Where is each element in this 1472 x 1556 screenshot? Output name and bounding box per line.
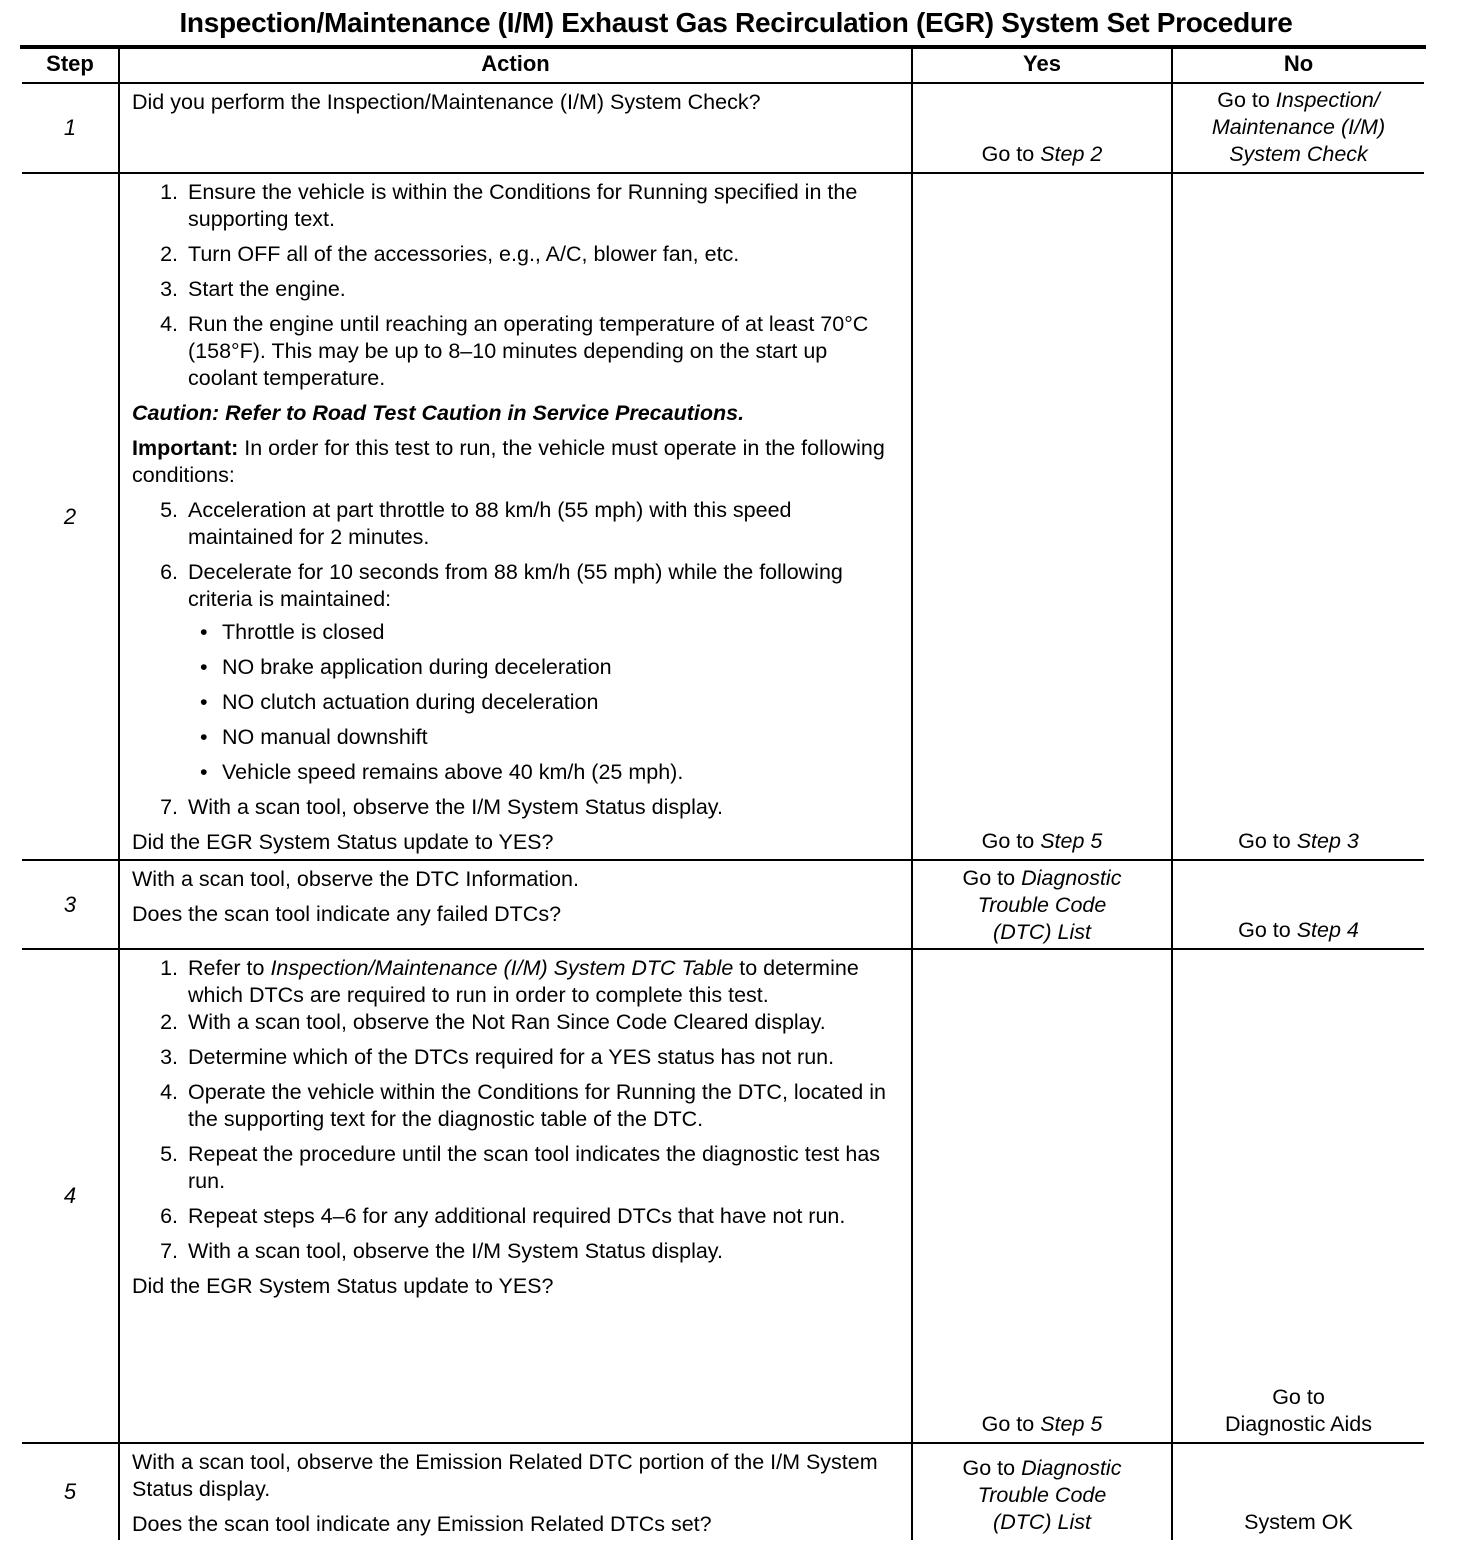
dtc-list-link[interactable]: Diagnostic Trouble Code (DTC) List [977,866,1122,944]
list-item: 3. Determine which of the DTCs required for a YES status has not run. [160,1045,835,1069]
bullet-item: • NO clutch actuation during deceleration [200,690,599,714]
action-list [132,179,901,392]
yes-answer: Go to Step 5 [981,1412,1103,1436]
bullet-icon: • [200,760,208,784]
page-title: Inspection/Maintenance (I/M) Exhaust Gas Recirculation (EGR) System Set Procedure [179,7,1293,38]
action-text: Did you perform the Inspection/Maintenance (I/M) System Check? [132,90,761,114]
question-text: Does the scan tool indicate any failed DTCs? [132,902,562,926]
header-no: No [1283,51,1314,76]
list-item: 7. With a scan tool, observe the I/M System Status display. [160,1239,723,1263]
step-number: 5 [63,1479,77,1504]
dtc-list-link[interactable]: Diagnostic Trouble Code (DTC) List [977,1456,1122,1534]
bullet-item: • Throttle is closed [200,620,385,644]
list-item: 4. Operate the vehicle within the Conditions for Running the DTC, located in the supporting text for the diagnostic table of the DTC. [160,1080,886,1131]
system-check-link[interactable]: Inspection/ Maintenance (I/M) System Check [1211,88,1386,166]
table-row [22,1444,1424,1540]
bullet-item: • Vehicle speed remains above 40 km/h (25 mph). [200,760,684,784]
step-number: 3 [63,891,77,917]
list-item: 5. Repeat the procedure until the scan tool indicates the diagnostic test has run. [160,1142,881,1193]
action-list [132,497,901,786]
diagnostic-aids-link[interactable]: Diagnostic Aids [1225,1412,1372,1436]
table-row [22,84,1424,174]
bullet-item: • NO brake application during deceleration [200,655,612,679]
table-row [22,950,1424,1444]
step-number: 2 [63,503,77,529]
action-list [132,955,901,1009]
list-item: 6. Decelerate for 10 seconds from 88 km/h (55 mph) while the following criteria is maintained: • Throttle is closed • NO brake application during deceleration • NO clutch actuation during deceleration • NO manual downshift • Vehicle speed remains above 40 km/h (25 mph). [132,559,901,786]
question-text: Does the scan tool indicate any Emission Related DTCs set? [132,1512,712,1536]
list-item: 7. With a scan tool, observe the I/M System Status display. [160,795,723,819]
no-answer: System OK [1244,1510,1353,1534]
header-step: Step [22,47,120,82]
list-item: 1. Refer to Inspection/Maintenance (I/M) System DTC Table to determine which DTCs are required to run in order to complete this test. [160,956,859,1007]
table-row [22,174,1424,861]
step-link[interactable]: Step 5 [1040,1412,1103,1436]
action-list [132,1009,901,1265]
action-list [132,794,901,821]
dtc-table-link[interactable]: Inspection/Maintenance (I/M) System DTC Table [270,956,734,980]
bullet-icon: • [200,725,208,749]
action-text: With a scan tool, observe the Emission Related DTC portion of the I/M System Status display. [132,1450,878,1501]
no-answer: Go to Step 4 [1238,918,1359,942]
procedure-table [20,45,1426,1536]
no-answer: Go to Step 3 [1238,829,1359,853]
action-text: With a scan tool, observe the DTC Information. [132,867,579,891]
step-link[interactable]: Step 5 [1040,829,1103,853]
yes-answer: Go to Step 5 [981,829,1103,853]
caution-text: Caution: Refer to Road Test Caution in Service Precautions. [132,401,745,425]
criteria-list [188,619,901,786]
table-header-row [22,47,1424,84]
list-item: 6. Repeat steps 4–6 for any additional required DTCs that have not run. [160,1204,846,1228]
header-yes: Yes [913,47,1173,82]
list-item: 3. Start the engine. [160,277,346,301]
yes-answer: Go to Diagnostic Trouble Code (DTC) List [962,866,1122,944]
important-note: Important: In order for this test to run, the vehicle must operate in the following conditions: [132,436,885,487]
list-item: 4. Run the engine until reaching an operating temperature of at least 70°C (158°F). This may be up to 8–10 minutes depending on the start up coolant temperature. [160,312,869,390]
yes-answer: Go to Diagnostic Trouble Code (DTC) List [962,1456,1122,1534]
step-number: 1 [63,115,77,140]
step-link[interactable]: Step 4 [1296,918,1359,942]
table-row [22,861,1424,950]
no-answer: Go to Diagnostic Aids [1177,1384,1420,1438]
bullet-icon: • [200,620,208,644]
bullet-item: • NO manual downshift [200,725,428,749]
header-action: Action [120,47,913,82]
question-text: Did the EGR System Status update to YES? [132,1274,554,1298]
bullet-icon: • [200,655,208,679]
step-link[interactable]: Step 3 [1296,829,1359,853]
step-number: 4 [63,1183,77,1208]
list-item: 5. Acceleration at part throttle to 88 km/h (55 mph) with this speed maintained for 2 minutes. [160,498,792,549]
bullet-icon: • [200,690,208,714]
question-text: Did the EGR System Status update to YES? [132,830,554,854]
no-answer: Go to Inspection/ Maintenance (I/M) System Check [1211,88,1386,166]
step-link[interactable]: Step 2 [1040,142,1103,166]
list-item: 1. Ensure the vehicle is within the Conditions for Running specified in the supporting text. [160,180,858,231]
list-item: 2. Turn OFF all of the accessories, e.g., A/C, blower fan, etc. [160,242,740,266]
yes-answer: Go to Step 2 [981,142,1103,166]
list-item: 2. With a scan tool, observe the Not Ran Since Code Cleared display. [160,1010,826,1034]
